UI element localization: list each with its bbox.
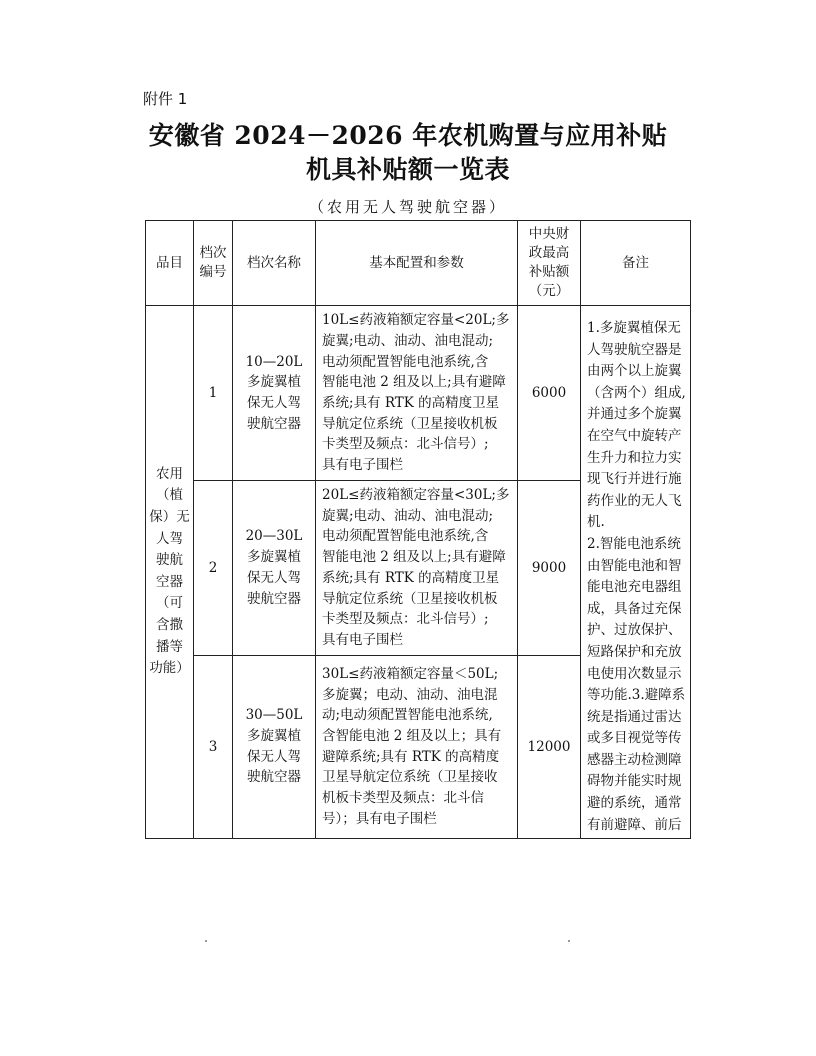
text-line: 空器	[156, 573, 183, 590]
text-line: 动;电动须配置智能电池系统,	[322, 707, 493, 724]
text-line: 有前避障、前后	[587, 816, 682, 833]
text-line: 碍物并能实时规	[587, 773, 682, 790]
text-line: 具有电子围栏	[322, 457, 403, 474]
text-line: 多旋翼；电动、油动、油电混	[322, 686, 498, 703]
text-line: 保无人驾	[247, 748, 301, 765]
subsidy-cell: 9000	[518, 481, 581, 656]
text-line: 驶航	[156, 552, 183, 569]
document-title-line1: 安徽省 2024－2026 年农机购置与应用补贴	[148, 121, 668, 150]
text-line: 护、过放保护、	[587, 622, 682, 639]
text-line: 卡类型及频点：北斗信号）;	[322, 436, 489, 453]
text-line: 系统;具有 RTK 的高精度卫星	[322, 569, 500, 586]
text-line: 电动须配置智能电池系统,含	[322, 353, 489, 370]
text-line: 机.	[587, 514, 605, 531]
table-row	[146, 306, 691, 481]
text-line: 避的系统，通常	[587, 795, 682, 812]
text-line: 多旋翼植	[247, 374, 301, 391]
text-line: 保无人驾	[247, 569, 301, 586]
subsidy-cell: 6000	[518, 306, 581, 481]
text-line: 导航定位系统（卫星接收机板	[322, 590, 498, 607]
text-line: 现飞行并进行施	[587, 471, 682, 488]
text-line: 在空气中旋转产	[587, 427, 682, 444]
text-line: 旋翼;电动、油动、油电混动;	[322, 507, 494, 524]
category-cell	[146, 306, 194, 839]
text-line: 机板卡类型及频点：北斗信	[322, 790, 484, 807]
text-line: 等功能.3.避障系	[587, 687, 686, 704]
text-line: 20—30L	[245, 528, 303, 545]
text-line: 号）；具有电子围栏	[322, 810, 437, 827]
text-line: 旋翼;电动、油动、油电混动;	[322, 332, 494, 349]
text-line: 含智能电池 2 组及以上；具有	[322, 727, 502, 744]
subsidy-table	[145, 220, 691, 839]
tier-name-cell	[233, 655, 316, 838]
text-line: 药作业的无人飞	[587, 492, 682, 509]
text-line: 人驾	[156, 530, 183, 547]
text-line: 由智能电池和智	[587, 557, 682, 574]
text-line: 并通过多个旋翼	[587, 406, 682, 423]
text-line: 卡类型及频点：北斗信号）;	[322, 611, 489, 628]
text-line: 1.多旋翼植保无	[587, 320, 681, 336]
text-line: 20L≤药液箱额定容量<30L;多	[322, 487, 510, 503]
header-line: 档次	[199, 245, 227, 261]
text-line: 10L≤药液箱额定容量<20L;多	[322, 312, 510, 329]
header-line: （元）	[528, 283, 570, 299]
text-line: 多旋翼植	[247, 727, 301, 744]
text-line: 具有电子围栏	[322, 631, 403, 648]
text-line: 驶航空器	[247, 415, 301, 432]
text-line: （含两个）组成,	[587, 384, 686, 401]
text-line: 智能电池 2 组及以上;具有避障	[322, 549, 506, 566]
text-line: 短路保护和充放	[587, 643, 682, 660]
text-line: 2.智能电池系统	[587, 535, 681, 552]
header-tier-name: 档次名称	[233, 221, 316, 306]
tier-no-cell: 3	[194, 655, 233, 838]
text-line: 功能）	[149, 660, 190, 677]
text-line: 系统;具有 RTK 的高精度卫星	[322, 395, 500, 411]
text-line: 电动须配置智能电池系统,含	[322, 528, 489, 545]
header-line: 政最高	[528, 245, 570, 261]
tier-name-cell	[233, 481, 316, 656]
remarks-cell	[581, 306, 691, 839]
text-line: 10—20L	[245, 353, 303, 370]
text-line: 驶航空器	[247, 769, 301, 786]
document-subtitle: （农用无人驾驶航空器）	[308, 198, 507, 216]
header-category: 品目	[146, 221, 194, 306]
text-line: 感器主动检测障	[587, 751, 682, 768]
text-line: （植	[156, 487, 183, 504]
text-line: 农用	[156, 465, 183, 482]
text-line: 智能电池 2 组及以上;具有避障	[322, 374, 506, 391]
text-line: 保无人驾	[247, 395, 301, 411]
attachment-label: 附件 1	[143, 90, 188, 108]
text-line: 含撒	[156, 617, 183, 633]
text-line: 或多目视觉等传	[587, 730, 682, 747]
text-line: 由两个以上旋翼	[587, 363, 682, 380]
text-line: 30—50L	[245, 707, 303, 724]
subsidy-cell: 12000	[518, 655, 581, 838]
text-line: 播等	[156, 638, 183, 655]
text-line: 驶航空器	[247, 590, 301, 607]
text-line: 统是指通过雷达	[587, 708, 682, 725]
spec-cell	[316, 481, 518, 656]
header-line: 补贴额	[528, 264, 570, 280]
text-line: 导航定位系统（卫星接收机板	[322, 415, 498, 432]
scan-speck	[568, 940, 570, 942]
text-line: 卫星导航定位系统（卫星接收	[322, 769, 498, 786]
text-line: 30L≤药液箱额定容量＜50L;	[322, 665, 499, 682]
text-line: （可	[156, 595, 183, 612]
spec-cell	[316, 306, 518, 481]
tier-no-cell: 1	[194, 306, 233, 481]
tier-name-cell	[233, 306, 316, 481]
spec-cell	[316, 655, 518, 838]
header-row	[146, 221, 691, 306]
text-line: 人驾驶航空器是	[587, 341, 682, 358]
header-tier-no	[194, 221, 233, 306]
header-line: 中央财	[528, 226, 570, 242]
tier-no-cell: 2	[194, 481, 233, 656]
text-line: 保）无	[149, 509, 190, 526]
document-title-line2: 机具补贴额一览表	[305, 155, 510, 184]
text-line: 电使用次数显示	[587, 665, 682, 682]
header-remarks: 备注	[581, 221, 691, 306]
text-line: 能电池充电器组	[587, 579, 682, 596]
text-line: 避障系统;具有 RTK 的高精度	[322, 748, 500, 765]
header-subsidy	[518, 221, 581, 306]
scan-speck	[205, 940, 207, 942]
text-line: 生升力和拉力实	[587, 449, 682, 466]
header-line: 编号	[199, 264, 227, 280]
header-spec: 基本配置和参数	[316, 221, 518, 306]
text-line: 成，具备过充保	[587, 600, 682, 617]
text-line: 多旋翼植	[247, 549, 301, 566]
